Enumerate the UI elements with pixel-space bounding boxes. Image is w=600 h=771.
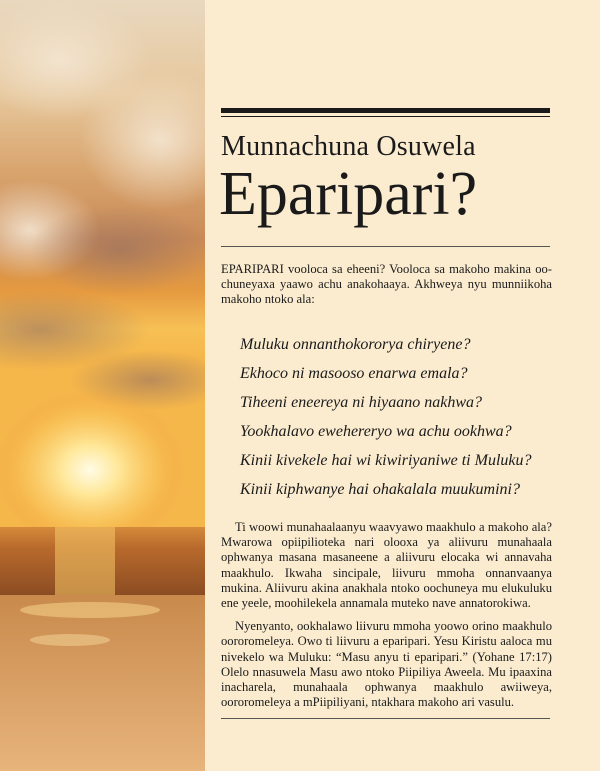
divider-top (221, 246, 550, 247)
article-subtitle: Munnachuna Osuwela (221, 131, 476, 162)
question-item: Muluku onnanthokororya chiryene? (240, 336, 471, 353)
sunset-sea-photo (0, 0, 205, 771)
question-item: Kinii kiphwanye hai ohakalala muukumini? (240, 481, 520, 498)
question-item: Tiheeni eneereya ni hiyaano nakhwa? (240, 394, 483, 411)
body-paragraph: Nyenyanto, ookhalawo liivuru mmoha yoowo orino maakhulo oororomeleya. Owo ti liivuru a eparipari. Yesu Kiristu aaloca mu nivekelo wa Muluku: “Masu anyu ti eparipari.” (Yohane 17:17) Olelo nnasuwela Masu awo ntoko Piipiliya Aweela. Mu ipaaxina inacharela, munahaala ophwanya maakhulo awiiweya, oororomeleya a mPiipiliyani, ntakhara makoho ari vasulu. (221, 619, 552, 710)
question-item: Kinii kivekele hai wi kiwiriyaniwe ti Muluku? (240, 452, 532, 469)
header-rule-thick (221, 108, 550, 113)
article-page (205, 0, 600, 771)
body-text (221, 520, 552, 718)
intro-paragraph: EPARIPARI vooloca sa eheeni? Vooloca sa makoho makina oochuneyaxa yaawo achu anakohaaya. Akhweya nyu munniikoha makoho ntoko ala: (221, 262, 552, 307)
question-item: Ekhoco ni masooso enarwa emala? (240, 365, 468, 382)
question-list (240, 333, 560, 507)
divider-bottom (221, 718, 550, 719)
question-item: Yookhalavo ewehereryo wa achu ookhwa? (240, 423, 512, 440)
body-paragraph: Ti woowi munahaalaanyu waavyawo maakhulo a makoho ala? Mwarowa opiipilioteka nari olooxa ya aliivuru munahaala ophwanya masana masaneene a aliivuru elocaka wi annavaha maakhulo. Ikwaha sincipale, liivuru mmoha onnanvaanya mukina. Aliivuru akina anakhala ntoko oochuneya mu elukuluku ene yeele, moohilekela annamala muteko nave annatorokiwa. (221, 520, 552, 611)
header-rule-thin (221, 116, 550, 117)
article-title: Eparipari? (219, 160, 478, 228)
